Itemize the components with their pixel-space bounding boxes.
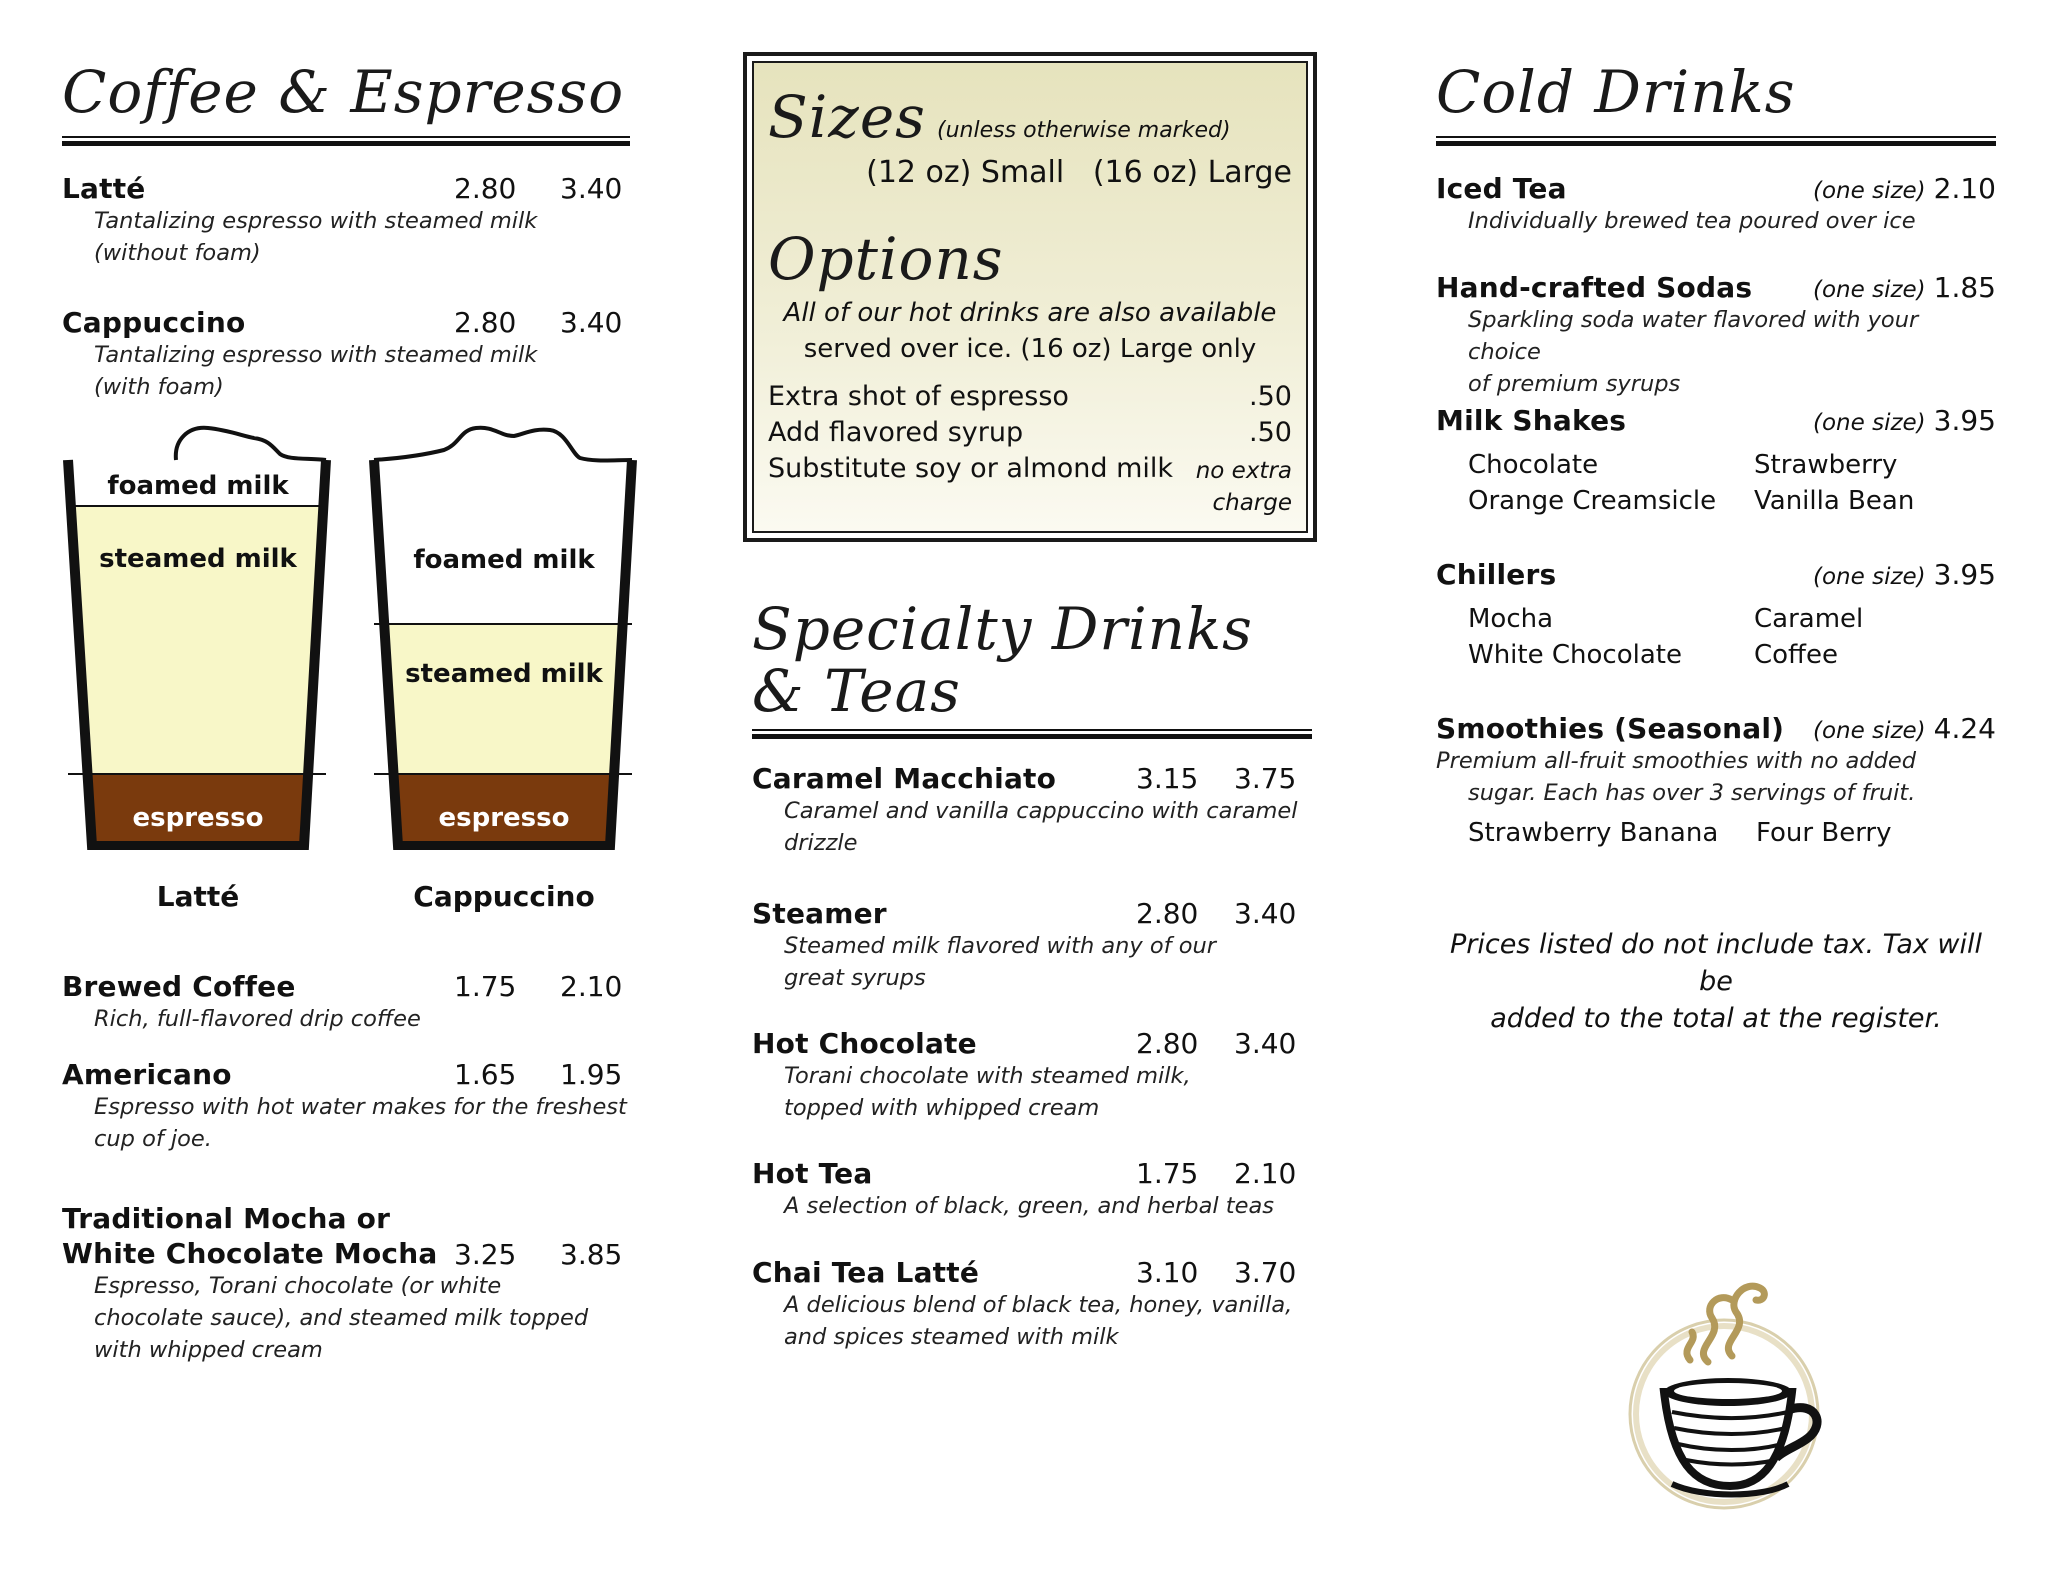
price-small: 3.25 bbox=[454, 1238, 517, 1271]
price-small: 2.80 bbox=[454, 172, 517, 205]
flavor-option: Orange Creamsicle bbox=[1468, 486, 1717, 516]
item-price bbox=[1813, 712, 1996, 745]
desc-line: A delicious blend of black tea, honey, vanilla, bbox=[784, 1292, 1293, 1318]
one-size-label: (one size) bbox=[1813, 410, 1926, 436]
menu-item-caramel-macchiato bbox=[752, 762, 1312, 859]
item-name: Milk Shakes bbox=[1436, 404, 1627, 437]
sizes-box-inner bbox=[752, 61, 1308, 533]
item-description bbox=[1436, 304, 1996, 400]
menu-item-hot-tea bbox=[752, 1157, 1312, 1222]
item-name: Hot Chocolate bbox=[752, 1027, 977, 1060]
cold-section-title: Cold Drinks bbox=[1436, 58, 1796, 126]
menu-item-brewed-coffee bbox=[62, 970, 630, 1035]
price-small: 2.80 bbox=[1136, 897, 1199, 930]
coffee-section-title: Coffee & Espresso bbox=[62, 58, 625, 126]
item-description bbox=[62, 339, 630, 403]
options-text-line: served over ice. (16 oz) Large only bbox=[803, 334, 1257, 364]
item-description bbox=[752, 1060, 1312, 1124]
sizes-title: Sizes bbox=[768, 83, 926, 151]
flavor-option: Mocha bbox=[1468, 604, 1554, 634]
one-size-label: (one size) bbox=[1813, 564, 1926, 590]
item-name-line2: White Chocolate Mocha bbox=[62, 1237, 438, 1270]
cold-title-rule bbox=[1436, 136, 1996, 146]
price-large: 3.75 bbox=[1234, 762, 1297, 795]
cappuccino-cup-diagram bbox=[364, 420, 644, 850]
item-name: Brewed Coffee bbox=[62, 970, 296, 1003]
menu-item-hot-chocolate bbox=[752, 1027, 1312, 1124]
item-name: Hot Tea bbox=[752, 1157, 873, 1190]
flavor-option: Vanilla Bean bbox=[1754, 486, 1915, 516]
price-large: 3.70 bbox=[1234, 1256, 1297, 1289]
tax-note bbox=[1436, 926, 1996, 1037]
extra-price-line: charge bbox=[1212, 490, 1292, 516]
desc-line: drizzle bbox=[784, 830, 858, 856]
latte-caption: Latté bbox=[156, 880, 240, 913]
item-price bbox=[1813, 404, 1996, 437]
item-description bbox=[1436, 745, 1996, 809]
menu-item-chai-tea-latte bbox=[752, 1256, 1312, 1353]
extra-espresso-shot bbox=[768, 381, 1292, 417]
sizes-line: (12 oz) Small (16 oz) Large bbox=[866, 155, 1292, 190]
item-name: Americano bbox=[62, 1058, 232, 1091]
price-value: 4.24 bbox=[1933, 712, 1996, 745]
menu-item-steamer bbox=[752, 897, 1312, 994]
one-size-label: (one size) bbox=[1813, 178, 1926, 204]
price-large: 3.85 bbox=[560, 1238, 623, 1271]
desc-line: cup of joe. bbox=[94, 1126, 212, 1152]
price-small: 2.80 bbox=[1136, 1027, 1199, 1060]
item-name: Smoothies (Seasonal) bbox=[1436, 712, 1785, 745]
latte-label-espresso: espresso bbox=[132, 803, 264, 833]
item-name: Latté bbox=[62, 172, 146, 205]
sizes-subtitle: (unless otherwise marked) bbox=[937, 118, 1231, 143]
item-price bbox=[1813, 172, 1996, 205]
specialty-title bbox=[752, 595, 1253, 725]
cappuccino-label-steamed: steamed milk bbox=[405, 659, 603, 689]
sizes-options-box bbox=[743, 52, 1317, 542]
price-small: 2.80 bbox=[454, 306, 517, 339]
one-size-label: (one size) bbox=[1813, 277, 1926, 303]
price-small: 3.10 bbox=[1136, 1256, 1199, 1289]
options-text-line: All of our hot drinks are also available bbox=[783, 298, 1277, 328]
extra-price-line: no extra bbox=[1195, 458, 1292, 484]
sizes-heading bbox=[768, 83, 1231, 151]
desc-line: Caramel and vanilla cappuccino with caramel bbox=[784, 798, 1298, 824]
item-price bbox=[1813, 558, 1996, 591]
item-price bbox=[1813, 271, 1996, 304]
desc-line: topped with whipped cream bbox=[784, 1095, 1100, 1121]
extra-price: .50 bbox=[1249, 381, 1292, 412]
specialty-title-line: Specialty Drinks bbox=[752, 595, 1253, 663]
cappuccino-caption: Cappuccino bbox=[413, 880, 595, 913]
latte-label-foamed: foamed milk bbox=[107, 471, 289, 501]
desc-line: and spices steamed with milk bbox=[784, 1324, 1119, 1350]
desc-line: Premium all-fruit smoothies with no added bbox=[1436, 748, 1916, 774]
menu-item-americano bbox=[62, 1058, 630, 1155]
flavor-option: Strawberry bbox=[1754, 450, 1898, 480]
extra-label: Add flavored syrup bbox=[768, 417, 1024, 448]
price-small: 1.65 bbox=[454, 1058, 517, 1091]
desc-line: of premium syrups bbox=[1468, 371, 1681, 397]
item-name-line1: Traditional Mocha or bbox=[62, 1202, 391, 1235]
extra-flavored-syrup bbox=[768, 417, 1292, 453]
cappuccino-label-foamed: foamed milk bbox=[413, 545, 595, 575]
menu-item-iced-tea bbox=[1436, 172, 1996, 237]
item-description bbox=[752, 795, 1312, 859]
desc-line: (without foam) bbox=[94, 240, 261, 266]
price-value: 2.10 bbox=[1933, 172, 1996, 205]
item-description bbox=[62, 1270, 630, 1366]
options-title: Options bbox=[768, 225, 1004, 293]
price-large: 2.10 bbox=[560, 970, 623, 1003]
flavor-option: White Chocolate bbox=[1468, 640, 1682, 670]
tax-note-line: added to the total at the register. bbox=[1490, 1003, 1942, 1034]
flavor-option: Caramel bbox=[1754, 604, 1864, 634]
desc-line: chocolate sauce), and steamed milk topped bbox=[94, 1305, 589, 1331]
flavor-option: Strawberry Banana bbox=[1468, 818, 1719, 848]
desc-line: Tantalizing espresso with steamed milk bbox=[94, 208, 538, 234]
item-name: Chillers bbox=[1436, 558, 1557, 591]
item-description bbox=[752, 930, 1312, 994]
item-name: Caramel Macchiato bbox=[752, 762, 1057, 795]
price-value: 1.85 bbox=[1933, 271, 1996, 304]
desc-line: Torani chocolate with steamed milk, bbox=[784, 1063, 1191, 1089]
item-description bbox=[752, 1289, 1312, 1353]
desc-line: Espresso with hot water makes for the freshest bbox=[94, 1094, 627, 1120]
price-large: 1.95 bbox=[560, 1058, 623, 1091]
item-description bbox=[752, 1190, 1312, 1222]
price-large: 3.40 bbox=[1234, 1027, 1297, 1060]
item-name: Cappuccino bbox=[62, 306, 246, 339]
item-description bbox=[62, 1003, 630, 1035]
extra-price bbox=[1196, 455, 1292, 519]
item-name: Chai Tea Latté bbox=[752, 1256, 980, 1289]
specialty-title-line: & Teas bbox=[752, 657, 961, 725]
extra-soy-almond bbox=[768, 453, 1292, 517]
price-large: 3.40 bbox=[560, 306, 623, 339]
menu-item-chillers bbox=[1436, 558, 1996, 670]
item-description bbox=[1436, 205, 1996, 237]
latte-label-steamed: steamed milk bbox=[99, 544, 297, 574]
flavor-option: Four Berry bbox=[1756, 818, 1892, 848]
price-large: 3.40 bbox=[1234, 897, 1297, 930]
extras-list bbox=[768, 381, 1292, 517]
price-large: 2.10 bbox=[1234, 1157, 1297, 1190]
specialty-title-rule bbox=[752, 729, 1312, 739]
desc-line: great syrups bbox=[784, 965, 926, 991]
menu-item-cappuccino bbox=[62, 306, 630, 403]
item-description bbox=[62, 1091, 630, 1155]
desc-line: Steamed milk flavored with any of our bbox=[784, 933, 1216, 959]
cappuccino-label-espresso: espresso bbox=[438, 803, 570, 833]
item-name: Steamer bbox=[752, 897, 887, 930]
coffee-title-rule bbox=[62, 136, 630, 146]
menu-item-smoothies bbox=[1436, 712, 1996, 848]
menu-item-latte bbox=[62, 172, 630, 269]
item-name: Iced Tea bbox=[1436, 172, 1567, 205]
one-size-label: (one size) bbox=[1813, 718, 1926, 744]
desc-line: with whipped cream bbox=[94, 1337, 323, 1363]
coffee-cup-icon bbox=[1612, 1252, 1832, 1512]
flavor-option: Chocolate bbox=[1468, 450, 1599, 480]
price-value: 3.95 bbox=[1933, 404, 1996, 437]
latte-cup-diagram bbox=[58, 420, 338, 850]
options-text bbox=[754, 295, 1306, 367]
item-name: Hand-crafted Sodas bbox=[1436, 271, 1753, 304]
steamed-milk-layer bbox=[364, 624, 644, 774]
price-small: 1.75 bbox=[454, 970, 517, 1003]
menu-item-mocha bbox=[62, 1202, 630, 1366]
extra-price: .50 bbox=[1249, 417, 1292, 448]
extra-label: Extra shot of espresso bbox=[768, 381, 1069, 412]
desc-line: A selection of black, green, and herbal teas bbox=[784, 1193, 1274, 1219]
price-value: 3.95 bbox=[1933, 558, 1996, 591]
desc-line: Espresso, Torani chocolate (or white bbox=[94, 1273, 502, 1299]
price-small: 3.15 bbox=[1136, 762, 1199, 795]
price-small: 1.75 bbox=[1136, 1157, 1199, 1190]
desc-line: Individually brewed tea poured over ice bbox=[1468, 208, 1916, 234]
desc-line: sugar. Each has over 3 servings of fruit. bbox=[1468, 780, 1916, 806]
flavor-option: Coffee bbox=[1754, 640, 1838, 670]
desc-line: Tantalizing espresso with steamed milk bbox=[94, 342, 538, 368]
menu-item-milk-shakes bbox=[1436, 404, 1996, 516]
item-description bbox=[62, 205, 630, 269]
desc-line: Sparkling soda water flavored with your choice bbox=[1468, 307, 1919, 365]
desc-line: Rich, full-flavored drip coffee bbox=[94, 1006, 421, 1032]
price-large: 3.40 bbox=[560, 172, 623, 205]
menu-item-hand-crafted-sodas bbox=[1436, 271, 1996, 400]
tax-note-line: Prices listed do not include tax. Tax will be bbox=[1449, 929, 1983, 997]
extra-label: Substitute soy or almond milk bbox=[768, 453, 1174, 484]
desc-line: (with foam) bbox=[94, 374, 224, 400]
